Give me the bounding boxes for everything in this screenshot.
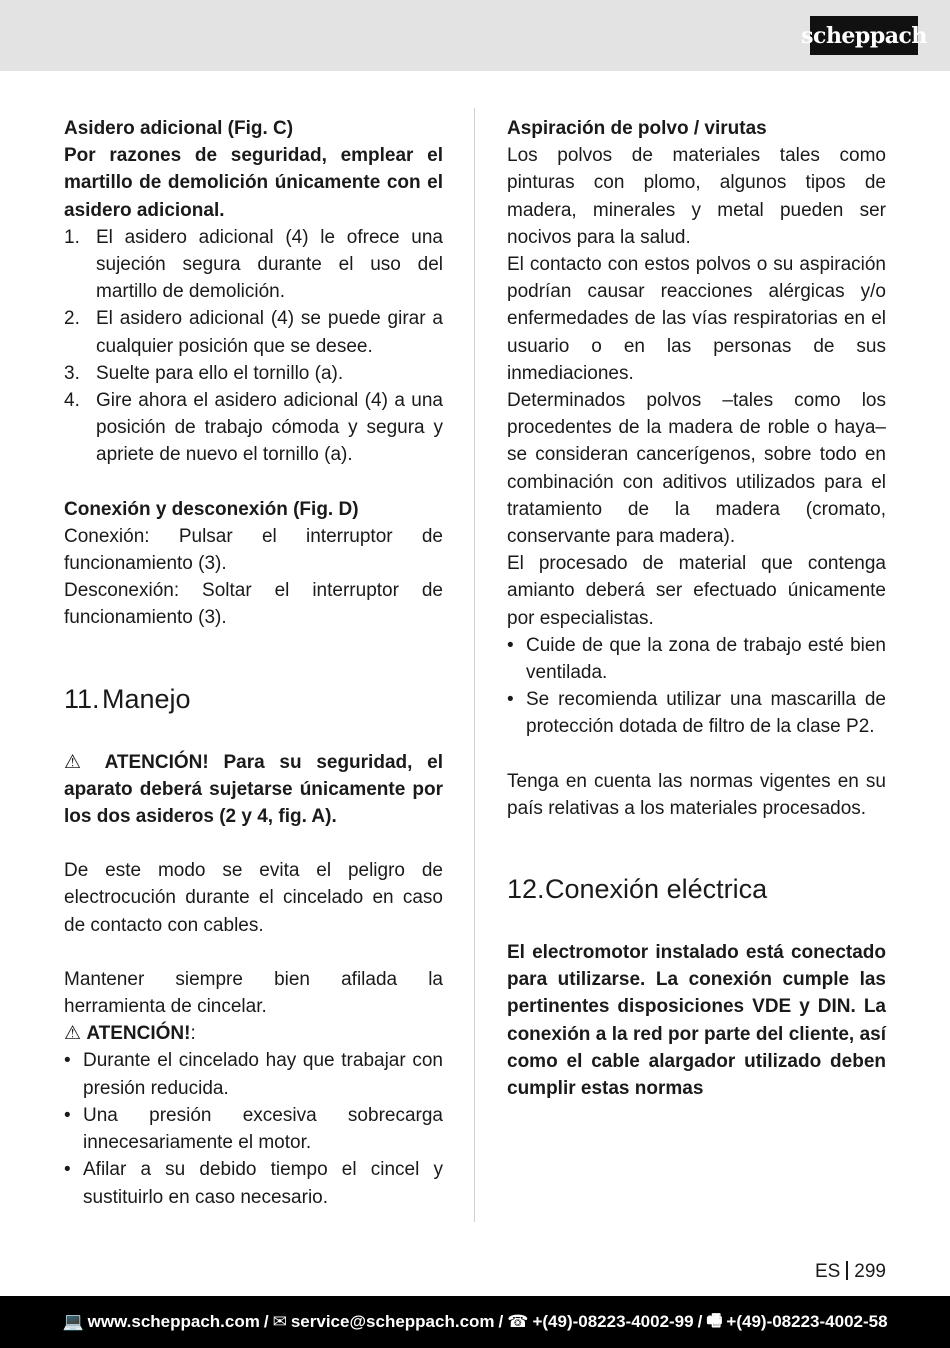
bullet-icon: • — [64, 1159, 71, 1181]
phone-icon: ☎ — [507, 1312, 529, 1331]
email-link[interactable]: service@scheppach.com — [290, 1312, 495, 1331]
dust-bullets — [507, 632, 886, 741]
sharpen-text: Mantener siempre bien afilada la herramienta de cincelar. — [64, 968, 443, 1018]
electrocution-text: De este modo se evita el peligro de electrocución durante el cincelado en caso de contacto con cables. — [64, 860, 443, 936]
attention-label: ⚠ ATENCIÓN!: — [64, 1023, 196, 1045]
dust-paragraph: El contacto con estos polvos o su aspiración podrían causar reacciones alérgicas y/o enfermedades de las vías respiratorias en el usuario o en las personas de sus inmediaciones. — [507, 254, 886, 384]
mail-icon: ✉ — [272, 1312, 287, 1331]
electric-connection-text: El electromotor instalado está conectado para utilizarse. La conexión cumple las pertinentes disposiciones VDE y DIN. La conexión a la red por parte del cliente, así como el cable alargador utilizado deben cumplir estas normas — [507, 942, 886, 1100]
list-item: 1. El asidero adicional (4) le ofrece una sujeción segura durante el uso del martillo de demolición. — [64, 226, 443, 303]
heading-conexion-electrica: 12. Conexión eléctrica — [507, 874, 768, 905]
section-title-dust: Aspiración de polvo / virutas — [507, 118, 767, 139]
warning-icon: ⚠ — [64, 1023, 82, 1045]
warning-icon: ⚠ — [64, 751, 91, 773]
handle-safety-warning: Por razones de seguridad, emplear el martillo de demolición únicamente con el asidero adicional. — [64, 145, 443, 221]
attention-warning: ⚠ ATENCIÓN! Para su seguridad, el aparato deberá sujetarse únicamente por los dos asideros (2 y 4, fig. A). — [64, 751, 443, 828]
list-item: • Cuide de que la zona de trabajo esté bien ventilada. — [507, 632, 886, 686]
bullet-icon: • — [507, 634, 514, 656]
bullet-icon: • — [64, 1050, 71, 1072]
phone-number: +(49)-08223-4002-99 — [532, 1312, 694, 1331]
dust-paragraph: Determinados polvos –tales como los procedentes de la madera de roble o haya– se consideran cancerígenos, sobre todo en combinación con aditivos utilizados para el tratamiento de la madera (cromato, conservante para madera). — [507, 390, 886, 548]
list-item: 2. El asidero adicional (4) se puede girar a cualquier posición que se desee. — [64, 308, 443, 357]
dust-paragraph: El procesado de material que contenga amianto deberá ser efectuado únicamente por especialistas. — [507, 553, 886, 629]
list-item: • Durante el cincelado hay que trabajar con presión reducida. — [64, 1047, 443, 1101]
list-item: • Afilar a su debido tiempo el cincel y sustituirlo en caso necesario. — [64, 1156, 443, 1210]
list-item: 3. Suelte para ello el tornillo (a). — [64, 362, 344, 384]
list-item: • Se recomienda utilizar una mascarilla de protección dotada de filtro de la clase P2. — [507, 686, 886, 740]
header-bar — [0, 0, 950, 71]
website-link[interactable]: www.scheppach.com — [87, 1312, 260, 1331]
chisel-bullets — [64, 1047, 443, 1210]
switch-off-text: Desconexión: Soltar el interruptor de funcionamiento (3). — [64, 580, 443, 629]
scheppach-logo: scheppach — [810, 16, 918, 55]
handle-steps — [64, 224, 443, 469]
page-number: ES 299 — [814, 1261, 886, 1282]
dust-paragraph: Los polvos de materiales tales como pinturas con plomo, algunos tipos de madera, minerales y metal pueden ser nocivos para la salud. — [507, 145, 886, 248]
footer-bar: 💻 www.scheppach.com / ✉ service@scheppach.com / ☎ +(49)-08223-4002-99 / 🖷 +(49)-08223-4002-58 — [0, 1296, 950, 1348]
fax-icon: 🖷 — [706, 1310, 723, 1330]
column-divider — [474, 108, 475, 1222]
section-title-switch: Conexión y desconexión (Fig. D) — [64, 498, 359, 520]
fax-number: +(49)-08223-4002-58 — [726, 1312, 888, 1331]
list-item: • Una presión excesiva sobrecarga innecesariamente el motor. — [64, 1102, 443, 1156]
right-column — [507, 115, 886, 1102]
computer-icon: 💻 — [62, 1312, 84, 1331]
bullet-icon: • — [507, 689, 514, 711]
list-item: 4. Gire ahora el asidero adicional (4) a una posición de trabajo cómoda y segura y apriete de nuevo el tornillo (a). — [64, 390, 443, 466]
bullet-icon: • — [64, 1104, 71, 1126]
section-title-handle: Asidero adicional (Fig. C) — [64, 118, 294, 139]
switch-on-text: Conexión: Pulsar el interruptor de funcionamiento (3). — [64, 525, 443, 575]
heading-manejo: 11. Manejo — [64, 683, 191, 714]
left-column — [64, 115, 443, 1211]
norms-text: Tenga en cuenta las normas vigentes en su país relativas a los materiales procesados. — [507, 770, 886, 819]
